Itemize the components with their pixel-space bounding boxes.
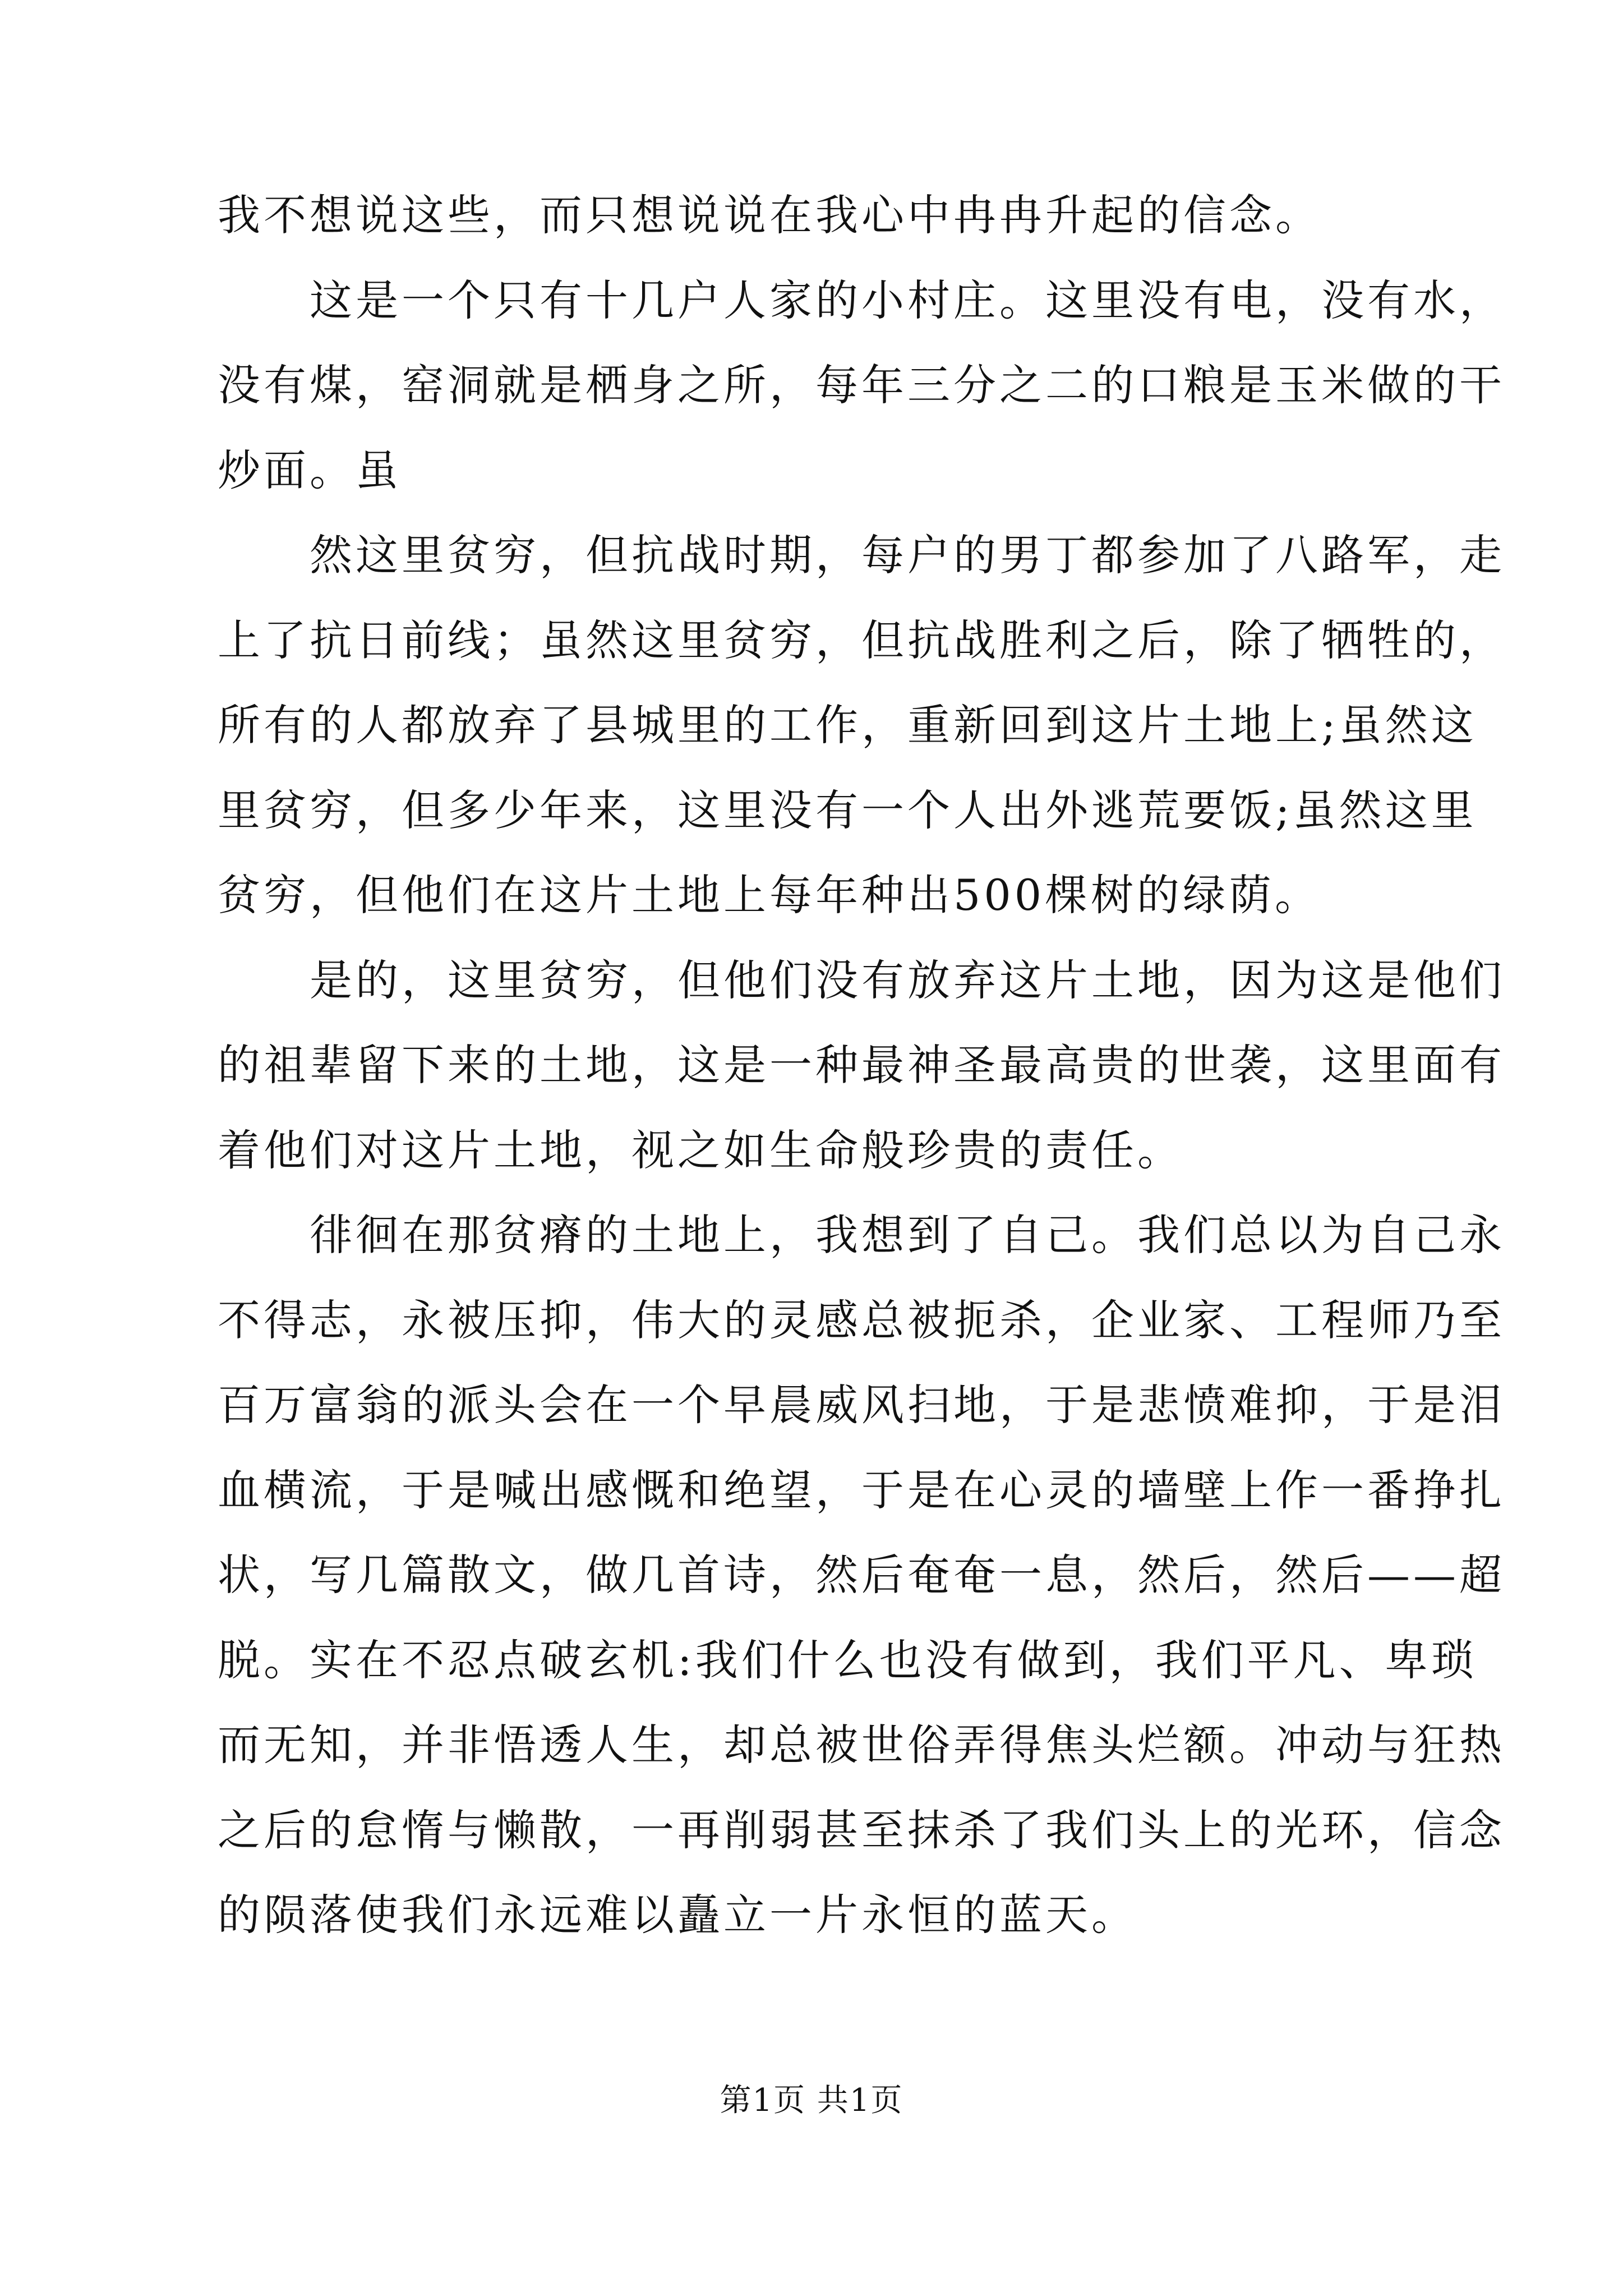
page-number-label: 第1页 共1页 [720, 2082, 903, 2119]
paragraph-2 [218, 258, 1505, 513]
text-line: 脱。实在不忍点破玄机:我们什么也没有做到，我们平凡、卑琐 [218, 1635, 1477, 1685]
page-footer [0, 2078, 1623, 2123]
paragraph-1 [218, 173, 1423, 258]
text-line: 上了抗日前线；虽然这里贫穷，但抗战胜利之后，除了牺牲的， [218, 615, 1505, 665]
text-line: 不得志，永被压抑，伟大的灵感总被扼杀，企业家、工程师乃至 [218, 1295, 1505, 1345]
paragraph-3 [218, 513, 1505, 938]
text-line: 贫穷，但他们在这片土地上每年种出500棵树的绿荫。 [218, 870, 1321, 920]
text-line: 状，写几篇散文，做几首诗，然后奄奄一息，然后，然后——超 [218, 1550, 1505, 1600]
text-line: 的陨落使我们永远难以矗立一片永恒的蓝天。 [218, 1890, 1137, 1940]
text-line: 百万富翁的派头会在一个早晨威风扫地，于是悲愤难抑，于是泪 [218, 1380, 1505, 1430]
text-line: 我不想说这些，而只想说说在我心中冉冉升起的信念。 [218, 190, 1321, 240]
text-line: 的祖辈留下来的土地，这是一种最神圣最高贵的世袭，这里面有 [218, 1040, 1505, 1090]
text-line: 之后的怠惰与懒散，一再削弱甚至抹杀了我们头上的光环，信念 [218, 1805, 1505, 1855]
text-line: 徘徊在那贫瘠的土地上，我想到了自己。我们总以为自己永 [310, 1210, 1505, 1260]
document-body [218, 173, 1505, 1958]
text-line: 炒面。虽 [218, 445, 402, 495]
paragraph-4 [218, 938, 1505, 1193]
paragraph-5 [218, 1193, 1505, 1958]
text-line: 着他们对这片土地，视之如生命般珍贵的责任。 [218, 1125, 1183, 1175]
text-line: 然这里贫穷，但抗战时期，每户的男丁都参加了八路军，走 [310, 530, 1505, 580]
text-line: 血横流，于是喊出感慨和绝望，于是在心灵的墙壁上作一番挣扎 [218, 1465, 1505, 1515]
text-line: 所有的人都放弃了县城里的工作，重新回到这片土地上;虽然这 [218, 700, 1477, 750]
text-line: 里贫穷，但多少年来，这里没有一个人出外逃荒要饭;虽然这里 [218, 785, 1477, 835]
text-line: 没有煤，窑洞就是栖身之所，每年三分之二的口粮是玉米做的干 [218, 360, 1505, 410]
text-line: 是的，这里贫穷，但他们没有放弃这片土地，因为这是他们 [310, 955, 1505, 1005]
text-line: 而无知，并非悟透人生，却总被世俗弄得焦头烂额。冲动与狂热 [218, 1720, 1505, 1770]
text-line: 这是一个只有十几户人家的小村庄。这里没有电，没有水， [310, 275, 1505, 325]
